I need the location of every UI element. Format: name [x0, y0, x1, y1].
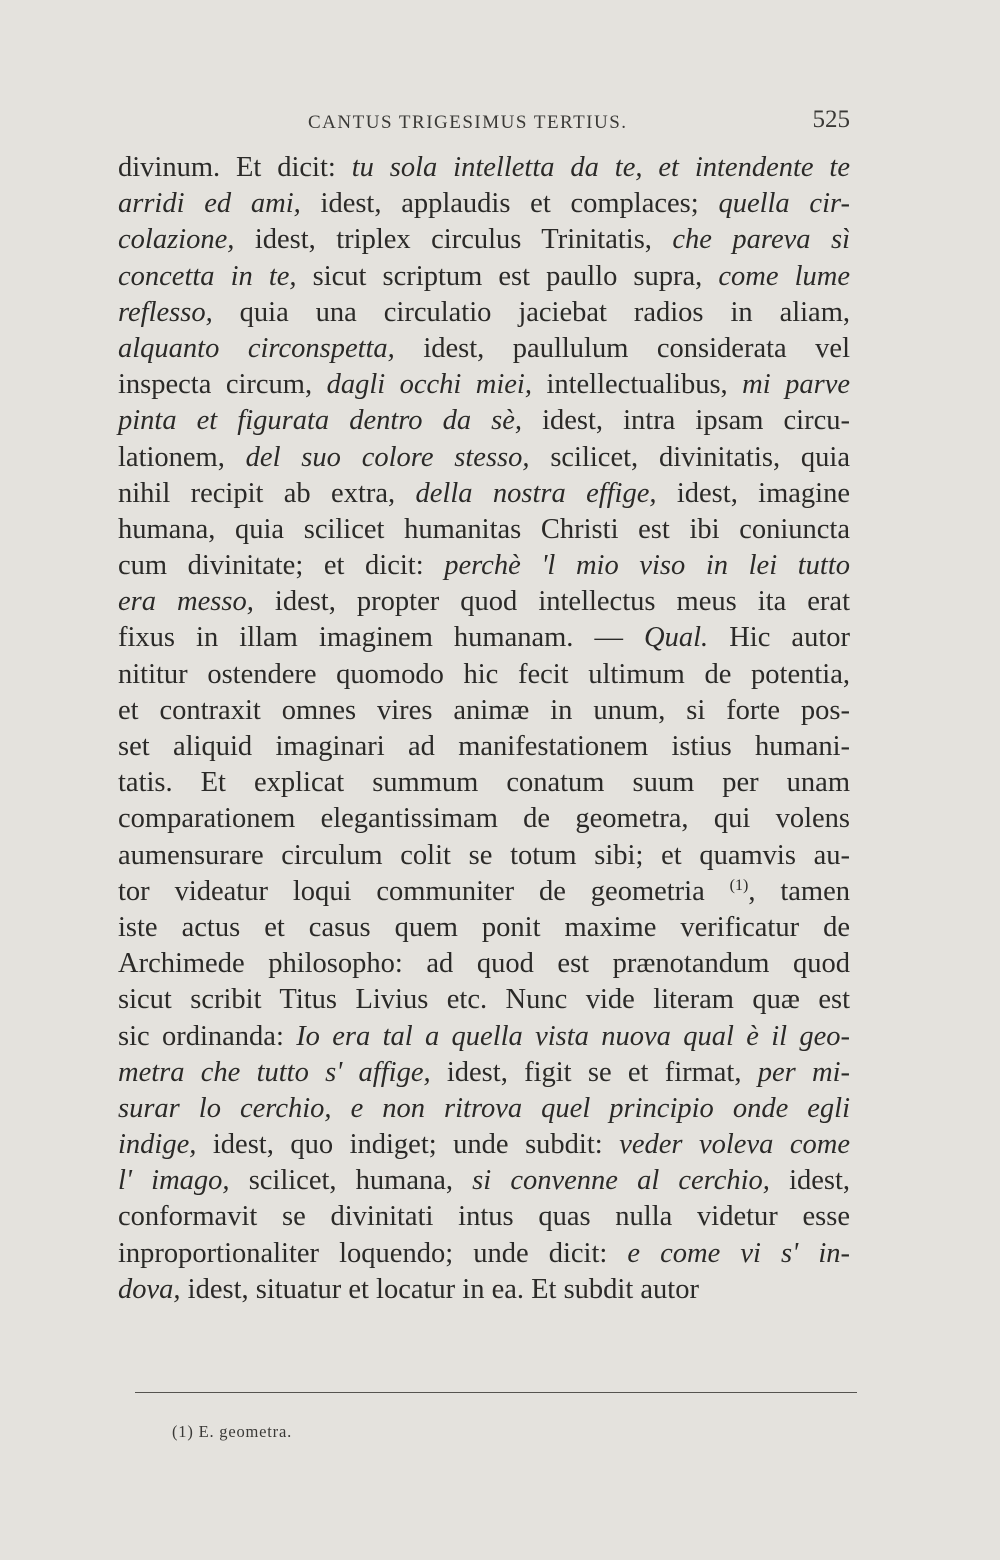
italic-text: arridi ed ami, [118, 188, 301, 220]
text-segment: sicut scribit Titus Livius etc. Nunc vide literam quæ est [118, 984, 850, 1016]
italic-text: per mi- [757, 1056, 850, 1088]
italic-text: dova, [118, 1273, 181, 1305]
text-segment: cum divinitate; et dicit: [118, 550, 445, 582]
italic-text: colazione, [118, 224, 235, 256]
text-segment: fixus in illam imaginem humanam. — [118, 622, 645, 654]
italic-text: Qual. [644, 622, 709, 654]
text-segment: Archimede philosopho: ad quod est prænotandum quod [118, 948, 850, 980]
text-line [118, 657, 850, 693]
text-segment: nititur ostendere quomodo hic fecit ultimum de potentia, [118, 658, 850, 690]
italic-text: concetta in te, [118, 260, 297, 292]
text-line [118, 331, 850, 367]
italic-text: tu sola intelletta da te, et intendente te [351, 152, 850, 183]
text-segment: tatis. Et explicat summum conatum suum per unam [118, 767, 850, 799]
italic-text: reflesso, [118, 296, 213, 328]
italic-text: mi parve [742, 369, 851, 401]
italic-text: l' imago, [118, 1165, 230, 1197]
italic-text: indige, [118, 1129, 197, 1161]
italic-text: del suo colore stesso, [245, 441, 530, 473]
text-segment: et contraxit omnes vires animæ in unum, si forte pos- [118, 694, 850, 726]
text-line [118, 1236, 850, 1272]
text-segment: Hic autor [708, 622, 850, 654]
text-line [118, 693, 850, 729]
text-segment: tor videatur loqui communiter de geometria [118, 875, 730, 907]
italic-text: e come vi s' in- [627, 1237, 850, 1269]
text-segment: idest, triplex circulus Trinitatis, [234, 224, 673, 256]
italic-text: pinta et figurata dentro da sè, [118, 405, 523, 437]
text-segment: set aliquid imaginari ad manifestationem istius humani- [118, 731, 850, 762]
italic-text: si convenne al cerchio, [472, 1165, 770, 1197]
text-segment: inspecta circum, [118, 369, 327, 401]
text-segment: conformavit se divinitati intus quas nulla videtur esse [118, 1201, 850, 1233]
text-segment: , tamen [748, 875, 851, 907]
text-segment: sicut scriptum est paullo supra, [296, 260, 719, 292]
text-line [118, 765, 850, 801]
text-line [118, 259, 850, 295]
body-text [118, 150, 850, 1308]
text-segment: nihil recipit ab extra, [118, 477, 416, 509]
text-line [118, 186, 850, 222]
text-line [118, 982, 850, 1018]
footnote-marker: (1) [729, 876, 749, 894]
text-segment: iste actus et casus quem ponit maxime verificatur de [118, 911, 850, 943]
text-line [118, 367, 850, 403]
text-segment: intellectualibus, [531, 369, 743, 401]
text-segment: idest, quo indiget; unde subdit: [196, 1129, 620, 1161]
text-line [118, 150, 850, 186]
text-segment: idest, applaudis et complaces; [300, 188, 719, 220]
text-line [118, 729, 850, 765]
text-segment: quia una circulatio jaciebat radios in aliam, [212, 296, 850, 328]
text-line [118, 946, 850, 982]
footnote-divider [135, 1392, 857, 1393]
text-line [118, 1019, 850, 1055]
italic-text: era messo, [118, 586, 254, 618]
italic-text: veder voleva come [619, 1129, 850, 1161]
text-segment: idest, figit se et firmat, [430, 1056, 758, 1088]
text-segment: idest, paullulum considerata vel [394, 332, 850, 364]
text-line [118, 222, 850, 258]
text-line [118, 440, 850, 476]
italic-text: della nostra effige, [415, 477, 657, 509]
text-segment: idest, [769, 1165, 851, 1197]
text-segment: aumensurare circulum colit se totum sibi; et quamvis au- [118, 839, 850, 871]
italic-text: dagli occhi miei, [326, 369, 532, 401]
italic-text: quella cir- [718, 188, 850, 220]
text-line [118, 1272, 850, 1308]
page-number: 525 [812, 106, 850, 133]
italic-text: alquanto circonspetta, [118, 332, 395, 364]
italic-text: Io era tal a quella vista nuova qual è il geo- [296, 1020, 850, 1052]
text-line [118, 801, 850, 837]
text-line [118, 910, 850, 946]
running-title: CANTUS TRIGESIMUS TERTIUS. [308, 112, 628, 133]
text-segment: sic ordinanda: [118, 1020, 297, 1052]
text-line [118, 1163, 850, 1199]
text-segment: idest, situatur et locatur in ea. Et subdit autor [180, 1273, 699, 1305]
text-line [118, 874, 850, 910]
text-segment: divinum. Et dicit: [118, 152, 352, 183]
text-line [118, 1091, 850, 1127]
page-header [118, 104, 850, 144]
text-segment: scilicet, humana, [229, 1165, 473, 1197]
text-line [118, 584, 850, 620]
text-segment: idest, imagine [656, 477, 850, 509]
italic-text: metra che tutto s' affige, [118, 1056, 431, 1088]
text-line [118, 476, 850, 512]
text-line [118, 838, 850, 874]
text-line [118, 295, 850, 331]
footnote: (1) E. geometra. [172, 1422, 293, 1441]
text-segment: humana, quia scilicet humanitas Christi est ibi coniuncta [118, 513, 850, 545]
text-segment: scilicet, divinitatis, quia [529, 441, 850, 473]
text-line [118, 620, 850, 656]
text-segment: comparationem elegantissimam de geometra, qui volens [118, 803, 850, 835]
text-line [118, 1199, 850, 1235]
text-line [118, 1127, 850, 1163]
text-segment: lationem, [118, 441, 246, 473]
italic-text: perchè 'l mio viso in lei tutto [444, 550, 850, 582]
text-segment: idest, intra ipsam circu- [522, 405, 850, 437]
italic-text: surar lo cerchio, e non ritrova quel principio onde egli [118, 1092, 850, 1124]
text-segment: inproportionaliter loquendo; unde dicit: [118, 1237, 628, 1269]
text-line [118, 512, 850, 548]
text-segment: idest, propter quod intellectus meus ita erat [253, 586, 850, 618]
italic-text: che pareva sì [672, 224, 850, 256]
text-line [118, 548, 850, 584]
text-line [118, 403, 850, 439]
text-line [118, 1055, 850, 1091]
italic-text: come lume [718, 260, 850, 292]
